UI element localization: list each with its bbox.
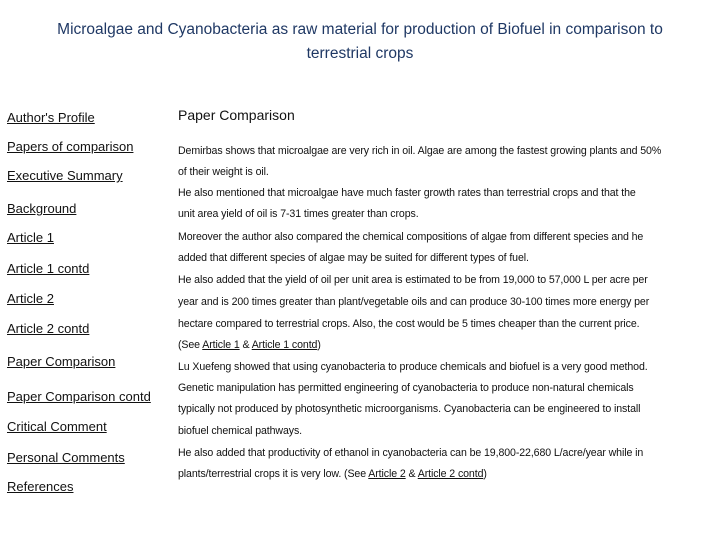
link-article-1-contd[interactable]: Article 1 contd	[251, 339, 318, 351]
nav-executive-summary[interactable]: Executive Summary	[7, 168, 123, 183]
nav-article-2-contd[interactable]: Article 2 contd	[7, 321, 90, 336]
body-reference-1	[178, 339, 321, 351]
body-line: He also mentioned that microalgae have much faster growth rates than terrestrial crops and that the	[178, 187, 636, 199]
title-line-2: terrestrial crops	[306, 45, 414, 62]
body-line: year and is 200 times greater than plant/vegetable oils and can produce 30-100 times more energy per	[178, 296, 650, 308]
body-line: He also added that productivity of ethanol in cyanobacteria can be 19,800-22,680 L/acre/year while in	[178, 447, 644, 459]
nav-authors-profile[interactable]: Author's Profile	[7, 110, 95, 125]
body-line: Moreover the author also compared the chemical compositions of algae from different species and he	[178, 231, 644, 243]
nav-article-1[interactable]: Article 1	[7, 230, 54, 245]
nav-references[interactable]: References	[7, 479, 74, 494]
body-line: unit area yield of oil is 7-31 times greater than crops.	[178, 208, 419, 220]
link-article-2[interactable]: Article 2	[368, 468, 406, 480]
nav-paper-comparison[interactable]: Paper Comparison	[7, 354, 116, 369]
nav-personal-comments[interactable]: Personal Comments	[7, 450, 125, 465]
nav-article-1-contd[interactable]: Article 1 contd	[7, 261, 90, 276]
ref-prefix: plants/terrestrial crops it is very low. (See	[178, 468, 369, 480]
body-line: Genetic manipulation has permitted engineering of cyanobacteria to produce non-natural chemicals	[178, 382, 634, 394]
ref-separator: &	[239, 339, 252, 351]
link-article-2-contd[interactable]: Article 2 contd	[417, 468, 484, 480]
body-line: hectare compared to terrestrial crops. Also, the cost would be 5 times cheaper than the current price.	[178, 318, 640, 330]
ref-suffix: )	[317, 339, 321, 351]
body-line: of their weight is oil.	[178, 166, 269, 178]
body-line: typically not produced by photosynthetic microorganisms. Cyanobacteria can be engineered to install	[178, 403, 641, 415]
body-line: He also added that the yield of oil per unit area is estimated to be from 19,000 to 57,000 L per acre per	[178, 274, 648, 286]
body-reference-2	[178, 468, 487, 480]
nav-background[interactable]: Background	[7, 201, 77, 216]
body-line: Lu Xuefeng showed that using cyanobacteria to produce chemicals and biofuel is a very good method.	[178, 361, 648, 373]
ref-suffix: )	[483, 468, 487, 480]
body-line: Demirbas shows that microalgae are very rich in oil. Algae are among the fastest growing plants and 50%	[178, 145, 662, 157]
ref-prefix: (See	[178, 339, 203, 351]
nav-paper-comparison-contd[interactable]: Paper Comparison contd	[7, 389, 151, 404]
nav-critical-comment[interactable]: Critical Comment	[7, 419, 107, 434]
link-article-1[interactable]: Article 1	[202, 339, 240, 351]
body-line: biofuel chemical pathways.	[178, 425, 303, 437]
page-title	[10, 18, 710, 66]
content-heading: Paper Comparison	[178, 107, 295, 123]
nav-papers-of-comparison[interactable]: Papers of comparison	[7, 139, 134, 154]
nav-article-2[interactable]: Article 2	[7, 291, 54, 306]
title-line-1: Microalgae and Cyanobacteria as raw material for production of Biofuel in comparison to	[57, 21, 663, 38]
body-line: added that different species of algae may be suited for different types of fuel.	[178, 252, 529, 264]
ref-separator: &	[405, 468, 418, 480]
